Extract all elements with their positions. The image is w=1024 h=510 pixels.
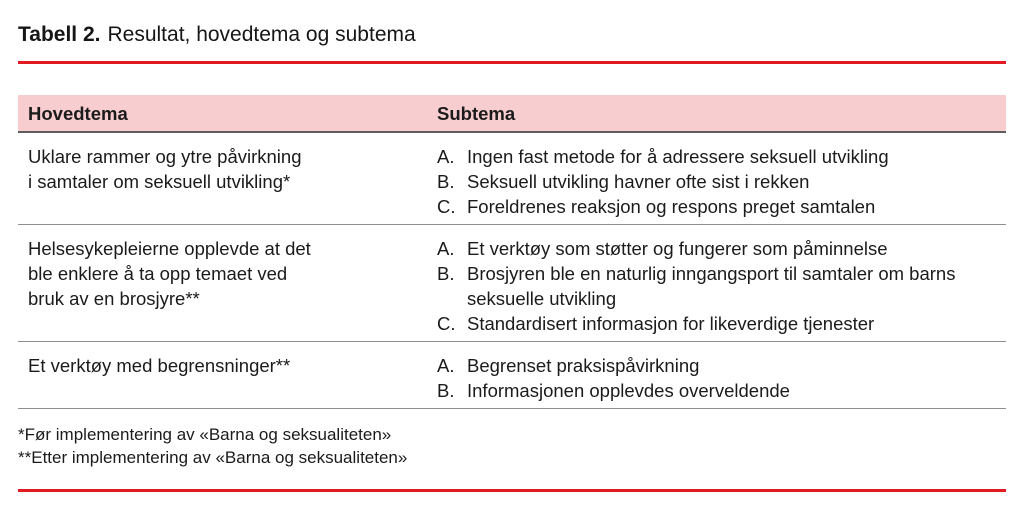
results-table [18,95,1006,409]
subtema-item [437,169,1006,194]
table-title-label: Tabell 2. [18,23,101,46]
subtema-marker: A. [437,355,455,376]
hovedtema-cell [18,144,437,219]
subtema-item [437,378,1006,403]
hovedtema-line: ble enklere å ta opp temaet ved [28,263,288,284]
subtema-text: Ingen fast metode for å adressere seksuell utvikling [467,146,889,167]
subtema-text: Seksuell utvikling havner ofte sist i rekken [467,171,810,192]
subtema-marker: B. [437,380,455,401]
hovedtema-line: bruk av en brosjyre** [28,288,200,309]
header-subtema: Subtema [437,103,516,124]
subtema-text: Begrenset praksispåvirkning [467,355,700,376]
table-header-row [18,95,1006,133]
hovedtema-line: i samtaler om seksuell utvikling* [28,171,291,192]
hovedtema-line: Uklare rammer og ytre påvirkning [28,146,302,167]
subtema-text: Standardisert informasjon for likeverdige tjenester [467,313,875,334]
subtema-item [437,144,1006,169]
subtema-marker: B. [437,263,455,284]
hovedtema-cell [18,353,437,403]
subtema-marker: C. [437,196,456,217]
footnote-2: **Etter implementering av «Barna og seksualiteten» [18,448,408,467]
footnote-1: *Før implementering av «Barna og seksualiteten» [18,425,392,444]
table-row [18,133,1006,225]
table-row [18,342,1006,409]
hovedtema-line: Helsesykepleierne opplevde at det [28,238,311,259]
table-row [18,225,1006,342]
subtema-item [437,194,1006,219]
subtema-cell [437,144,1006,219]
subtema-cell [437,353,1006,403]
subtema-text: Foreldrenes reaksjon og respons preget samtalen [467,196,876,217]
hovedtema-cell [18,236,437,336]
subtema-item [437,261,1006,311]
hovedtema-line: Et verktøy med begrensninger** [28,355,291,376]
table-body [18,133,1006,409]
subtema-text: Informasjonen opplevdes overveldende [467,380,790,401]
subtema-marker: B. [437,171,455,192]
subtema-item [437,353,1006,378]
footnotes [18,423,1006,469]
subtema-item [437,236,1006,261]
top-rule [18,61,1006,64]
subtema-marker: A. [437,238,455,259]
table-title-text: Resultat, hovedtema og subtema [107,23,416,46]
subtema-item [437,311,1006,336]
bottom-rule [18,489,1006,492]
table-title [18,0,1006,48]
subtema-cell [437,236,1006,336]
subtema-text: Et verktøy som støtter og fungerer som påminnelse [467,238,888,259]
subtema-marker: C. [437,313,456,334]
subtema-text: Brosjyren ble en naturlig inngangsport til samtaler om barns seksuelle utvikling [467,263,956,309]
subtema-marker: A. [437,146,455,167]
header-hovedtema: Hovedtema [28,103,128,124]
